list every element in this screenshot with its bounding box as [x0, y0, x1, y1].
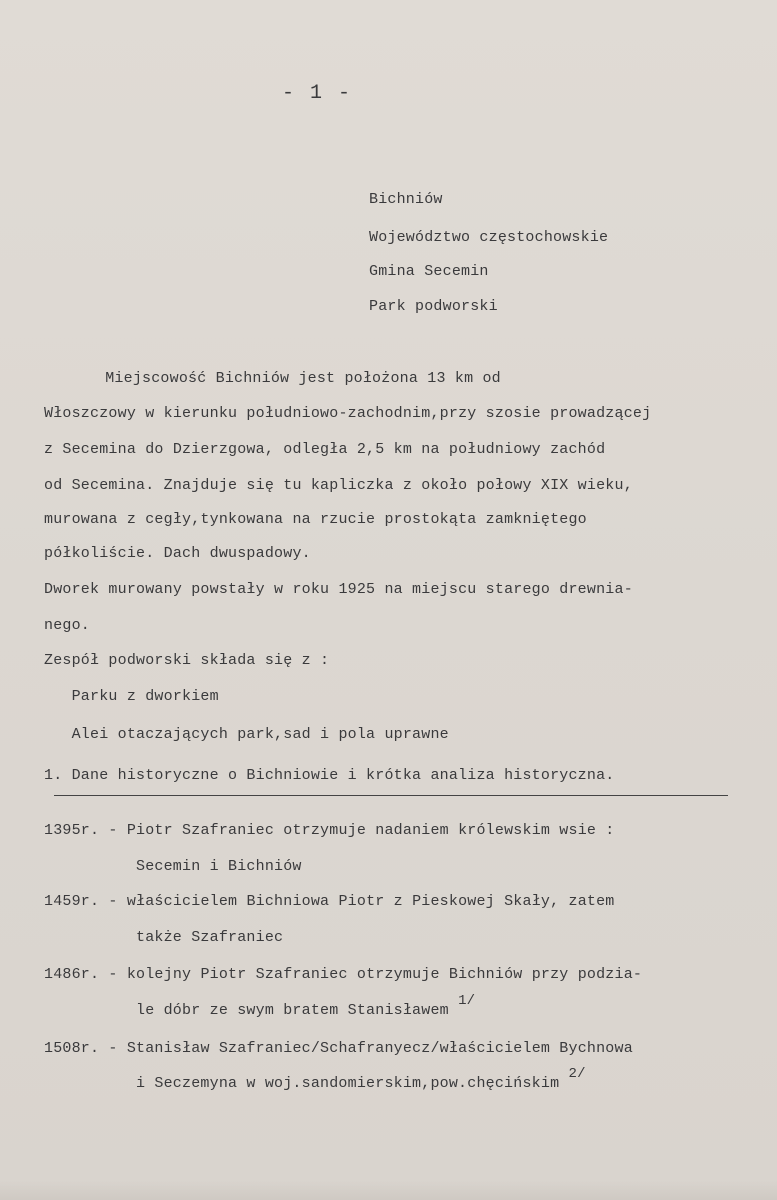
body-line: murowana z cegły,tynkowana na rzucie prostokąta zamkniętego [44, 511, 587, 528]
header-object: Park podworski [369, 298, 498, 315]
history-text: Piotr Szafraniec otrzymuje nadaniem królewskim wsie : [126, 822, 615, 839]
body-line: półkoliście. Dach dwuspadowy. [44, 545, 311, 562]
history-text: właścicielem Bichniowa Piotr z Pieskowej Skały, zatem [126, 893, 615, 910]
history-year: 1508r. - [44, 1040, 127, 1057]
body-line: z Secemina do Dzierzgowa, odległa 2,5 km na południowy zachód [44, 441, 606, 458]
history-entry-1395 [44, 822, 615, 839]
body-line: Parku z dworkiem [44, 688, 219, 705]
history-text: kolejny Piotr Szafraniec otrzymuje Bichniów przy podzia- [126, 966, 643, 983]
page-shadow [0, 1180, 777, 1200]
body-line: Alei otaczających park,sad i pola uprawne [44, 726, 449, 743]
history-year: 1486r. - [44, 966, 127, 983]
history-text: le dóbr ze swym bratem Stanisławem [136, 1002, 449, 1019]
heading-underline [54, 795, 728, 796]
history-text-continued: Secemin i Bichniów [136, 858, 302, 875]
header-commune: Gmina Secemin [369, 263, 489, 280]
history-entry-1486 [44, 966, 642, 983]
body-line: od Secemina. Znajduje się tu kapliczka z około połowy XIX wieku, [44, 477, 633, 494]
footnote-mark: 2/ [568, 1066, 586, 1082]
body-line: Dworek murowany powstały w roku 1925 na miejscu starego drewnia- [44, 581, 633, 598]
history-year: 1459r. - [44, 893, 127, 910]
history-entry-1459 [44, 893, 615, 910]
header-voivodeship: Województwo częstochowskie [369, 229, 609, 246]
page-number: - 1 - [282, 82, 353, 105]
history-text: Stanisław Szafraniec/Schafranyecz/właścicielem Bychnowa [126, 1040, 633, 1057]
footnote-mark: 1/ [458, 993, 476, 1009]
body-line: Włoszczowy w kierunku południowo-zachodnim,przy szosie prowadzącej [44, 405, 652, 422]
history-year: 1395r. - [44, 822, 127, 839]
section-heading: 1. Dane historyczne o Bichniowie i krótka analiza historyczna. [44, 767, 615, 784]
history-text-continued: także Szafraniec [136, 929, 284, 946]
history-entry-1508 [44, 1040, 633, 1057]
header-place: Bichniów [369, 191, 443, 208]
body-line: Zespół podworski składa się z : [44, 652, 330, 669]
history-text-continued [136, 993, 476, 1019]
history-text: i Seczemyna w woj.sandomierskim,pow.chęcińskim [136, 1075, 560, 1092]
history-text-continued [136, 1066, 586, 1092]
body-line: Miejscowość Bichniów jest położona 13 km od [50, 370, 501, 387]
body-line: nego. [44, 617, 91, 634]
